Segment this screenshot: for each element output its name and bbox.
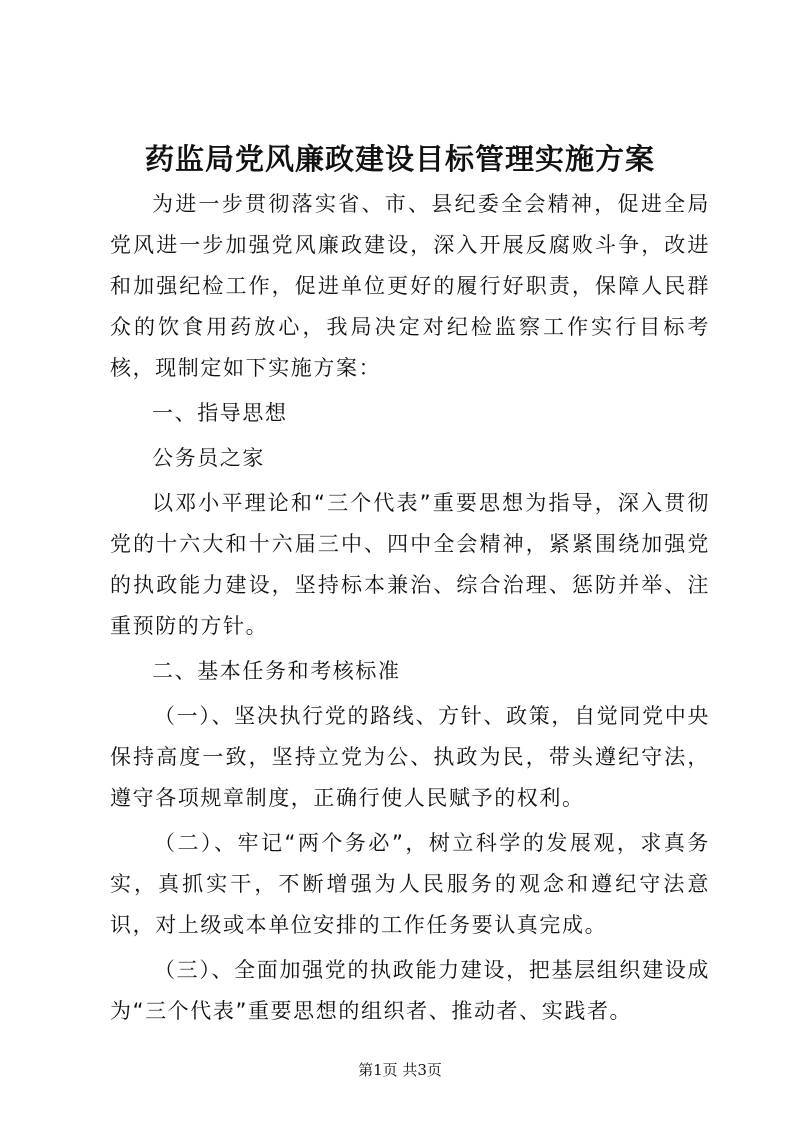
- section-heading-tasks-standards: 二、基本任务和考核标准: [152, 659, 401, 683]
- task-item-3: （三）、全面加强党的执政能力建设，把基层组织建设成为“三个代表”重要思想的组织者、推动者、实践者。: [110, 958, 710, 1023]
- intro-paragraph: 为进一步贯彻落实省、市、县纪委全会精神，促进全局党风进一步加强党风廉政建设，深入开展反腐败斗争，改进和加强纪检工作，促进单位更好的履行好职责，保障人民群众的饮食用药放心，我局决定对纪检监察工作实行目标考核，现制定如下实施方案：: [110, 192, 710, 380]
- task-item-2: （二）、牢记“两个务必”，树立科学的发展观，求真务实，真抓实干，不断增强为人民服务的观念和遵纪守法意识，对上级或本单位安排的工作任务要认真完成。: [110, 831, 710, 937]
- document-body: [110, 184, 710, 1036]
- page-footer: 第1页 共3页: [358, 1061, 442, 1079]
- watermark-text: 公务员之家: [152, 446, 265, 470]
- section-heading-guiding-thought: 一、指导思想: [152, 401, 288, 425]
- guiding-thought-paragraph: 以邓小平理论和“三个代表”重要思想为指导，深入贯彻党的十六大和十六届三中、四中全会精神，紧紧围绕加强党的执政能力建设，坚持标本兼治、综合治理、惩防并举、注重预防的方针。: [110, 491, 710, 638]
- document-title: 药监局党风廉政建设目标管理实施方案: [144, 142, 655, 176]
- task-item-1: （一）、坚决执行党的路线、方针、政策，自觉同党中央保持高度一致，坚持立党为公、执政为民，带头遵纪守法，遵守各项规章制度，正确行使人民赋予的权利。: [110, 704, 710, 810]
